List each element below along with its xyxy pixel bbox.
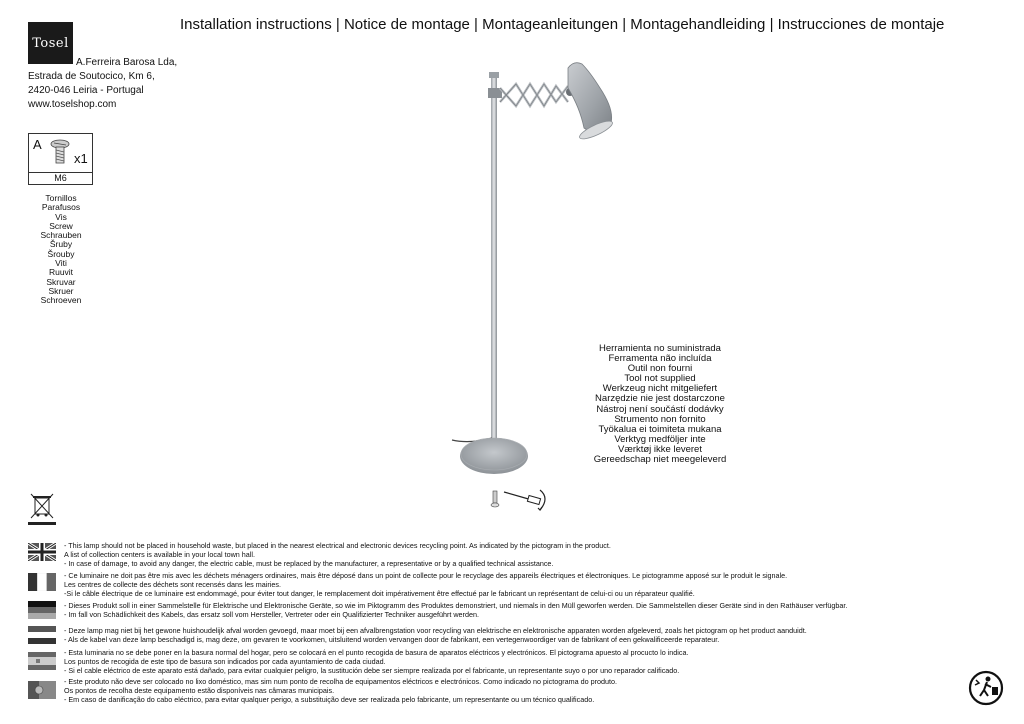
- list-item: Gereedschap niet meegeleverd: [593, 454, 727, 466]
- list-item: Tornillos: [45, 193, 77, 203]
- uk-flag-icon: [28, 543, 56, 561]
- notice-line: - Deze lamp mag niet bij het gewone huishoudelijk afval worden gevoegd, maar moet bij een afvalbrengstation voor recycling van elektrische en elektronische apparaten worden afgeleverd, zoals het pictogram op het product aanduidt.: [64, 626, 807, 635]
- notice-text: [64, 571, 787, 598]
- list-item: Verktyg medföljer inte: [614, 433, 706, 445]
- notice-text: [64, 626, 807, 644]
- list-item: Screw: [49, 220, 73, 231]
- list-item: Šrouby: [47, 248, 75, 259]
- list-item: Ferramenta não incluída: [608, 353, 712, 365]
- company-line: A.Ferreira Barosa Lda,: [76, 57, 178, 68]
- list-item: Schrauben: [40, 230, 82, 241]
- spain-flag-icon: [28, 652, 56, 670]
- list-item: Työkalua ei toimiteta mukana: [598, 423, 722, 435]
- notice-text: [64, 601, 847, 619]
- notice-line: - Esta luminaria no se debe poner en la basura normal del hogar, pero se colocará en el punto recogida de basura de aparatos eléctricos y electrónicos. El pictograma apuesto al procucto lo indica.: [64, 648, 689, 657]
- list-item: Parafusos: [41, 202, 81, 213]
- notice-line: Os pontos de recolha deste equipamento estão disponíveis nas câmaras municipais.: [64, 686, 335, 696]
- notice-text: [64, 541, 611, 568]
- recycling-person-icon: [968, 670, 1004, 706]
- screwdriver-icon: [504, 490, 545, 510]
- notice-line: - Im fall von Schädlichkeit des Kabels, das ersatz soll vom Hersteller, Vertreter oder ein Qualifizierter Techniker ausgeführt werden.: [64, 610, 479, 620]
- netherlands-flag-icon: [28, 626, 56, 644]
- notice-line: A list of collection centers is available in your local town hall.: [64, 550, 255, 560]
- list-item: Šruby: [49, 239, 73, 250]
- page-title: Installation instructions | Notice de montage | Montageanleitungen | Montagehandleiding | Instrucciones de montaje: [180, 16, 945, 33]
- germany-flag-icon: [28, 601, 56, 619]
- notice-line: - This lamp should not be placed in household waste, but placed in the nearest electrical and electronic devices recycling point. As indicated by the pictogram in the product.: [64, 541, 611, 550]
- list-item: Ruuvit: [48, 267, 74, 278]
- screw-icon: [49, 138, 71, 166]
- list-item: Werkzeug nicht mitgeliefert: [602, 383, 718, 395]
- notice-line: Los puntos de recogida de este tipo de basura son indicados por cada ayuntamiento de cada ciudad.: [64, 657, 386, 667]
- france-flag-icon: [28, 573, 56, 591]
- crossed-bin-icon: [28, 492, 56, 526]
- part-quantity: x1: [74, 151, 88, 166]
- portugal-flag-icon: [28, 681, 56, 699]
- notice-line: Les centres de collecte des déchets sont recensés dans les mairies.: [64, 580, 281, 590]
- part-letter: A: [33, 137, 42, 152]
- notice-line: - In case of damage, to avoid any danger, the electric cable, must be replaced by the manufacturer, a representative or by a qualified technical assistance.: [64, 559, 554, 569]
- company-line: 2420-046 Leiria - Portugal: [28, 85, 144, 96]
- screw-icon: [491, 491, 499, 507]
- notice-line: -Si le câble électrique de ce luminaire est endommagé, pour éviter tout danger, le remplacement doit impérativement être effectué par le fabricant un représentant de celui-ci ou un réparateur qualifié.: [64, 589, 695, 599]
- notice-line: - Ce luminaire ne doit pas être mis avec les déchets ménagers ordinaires, mais être déposé dans un point de collecte pour le recyclage des appareils électriques et électroniques. Le pictogramme apposé sur le produit le signale.: [64, 571, 788, 580]
- part-box: [28, 133, 93, 185]
- notice-text: [64, 648, 688, 675]
- notice-line: - Em caso de danificação do cabo eléctrico, para evitar qualquer perigo, a substituição deve ser realizada pelo fabricante, um representante ou um técnico qualificado.: [64, 695, 595, 705]
- notice-text: [64, 677, 617, 704]
- notice-line: - Si el cable eléctrico de este aparato está dañado, para evitar cualquier peligro, la sustitución debe ser siempre realizada por el fabricante, un representante suyo o por uno reparador calificado.: [64, 666, 680, 676]
- tool-not-supplied-list: [560, 344, 760, 465]
- list-item: Narzędzie nie jest dostarczone: [595, 393, 725, 405]
- company-website: www.toselshop.com: [28, 99, 117, 110]
- logo-text: Tosel: [32, 35, 69, 51]
- list-item: Herramienta no suministrada: [599, 343, 721, 354]
- part-size: M6: [29, 172, 92, 184]
- list-item: Viti: [55, 258, 67, 269]
- company-line: Estrada de Soutocico, Km 6,: [28, 71, 155, 82]
- list-item: Skruer: [48, 285, 74, 296]
- notice-line: - Este produto não deve ser colocado no lixo doméstico, mas sim num ponto de recolha de equipamentos eléctricos e electrónicos. Como indicado no pictograma do produto.: [64, 677, 617, 686]
- notice-line: - Als de kabel van deze lamp beschadigd is, mag deze, om gevaren te voorkomen, uitsluitend worden vervangen door de fabrikant, een vertegenwoordiger van de fabrikant of een gekwalificeerde reparateur.: [64, 635, 720, 645]
- notice-line: - Dieses Produkt soll in einer Sammelstelle für Elektrische und Elektronische Geräte, so wie im Piktogramm des Produktes demonstriert, und niemals in den Müll geworfen werden. Die Sammelstellen dieser Geräte sind in den Rathäuser verfügbar.: [64, 601, 848, 610]
- assembly-diagram: [490, 480, 554, 514]
- screw-name-list: [28, 194, 94, 306]
- list-item: Skruvar: [46, 276, 76, 287]
- list-item: Vis: [55, 211, 67, 222]
- list-item: Outil non fourni: [627, 363, 693, 375]
- list-item: Nástroj není součástí dodávky: [596, 403, 724, 415]
- list-item: Værktøj ikke leveret: [618, 443, 702, 455]
- list-item: Schroeven: [40, 295, 82, 306]
- list-item: Strumento non fornito: [614, 413, 706, 425]
- list-item: Tool not supplied: [624, 373, 696, 385]
- company-address: [28, 56, 177, 112]
